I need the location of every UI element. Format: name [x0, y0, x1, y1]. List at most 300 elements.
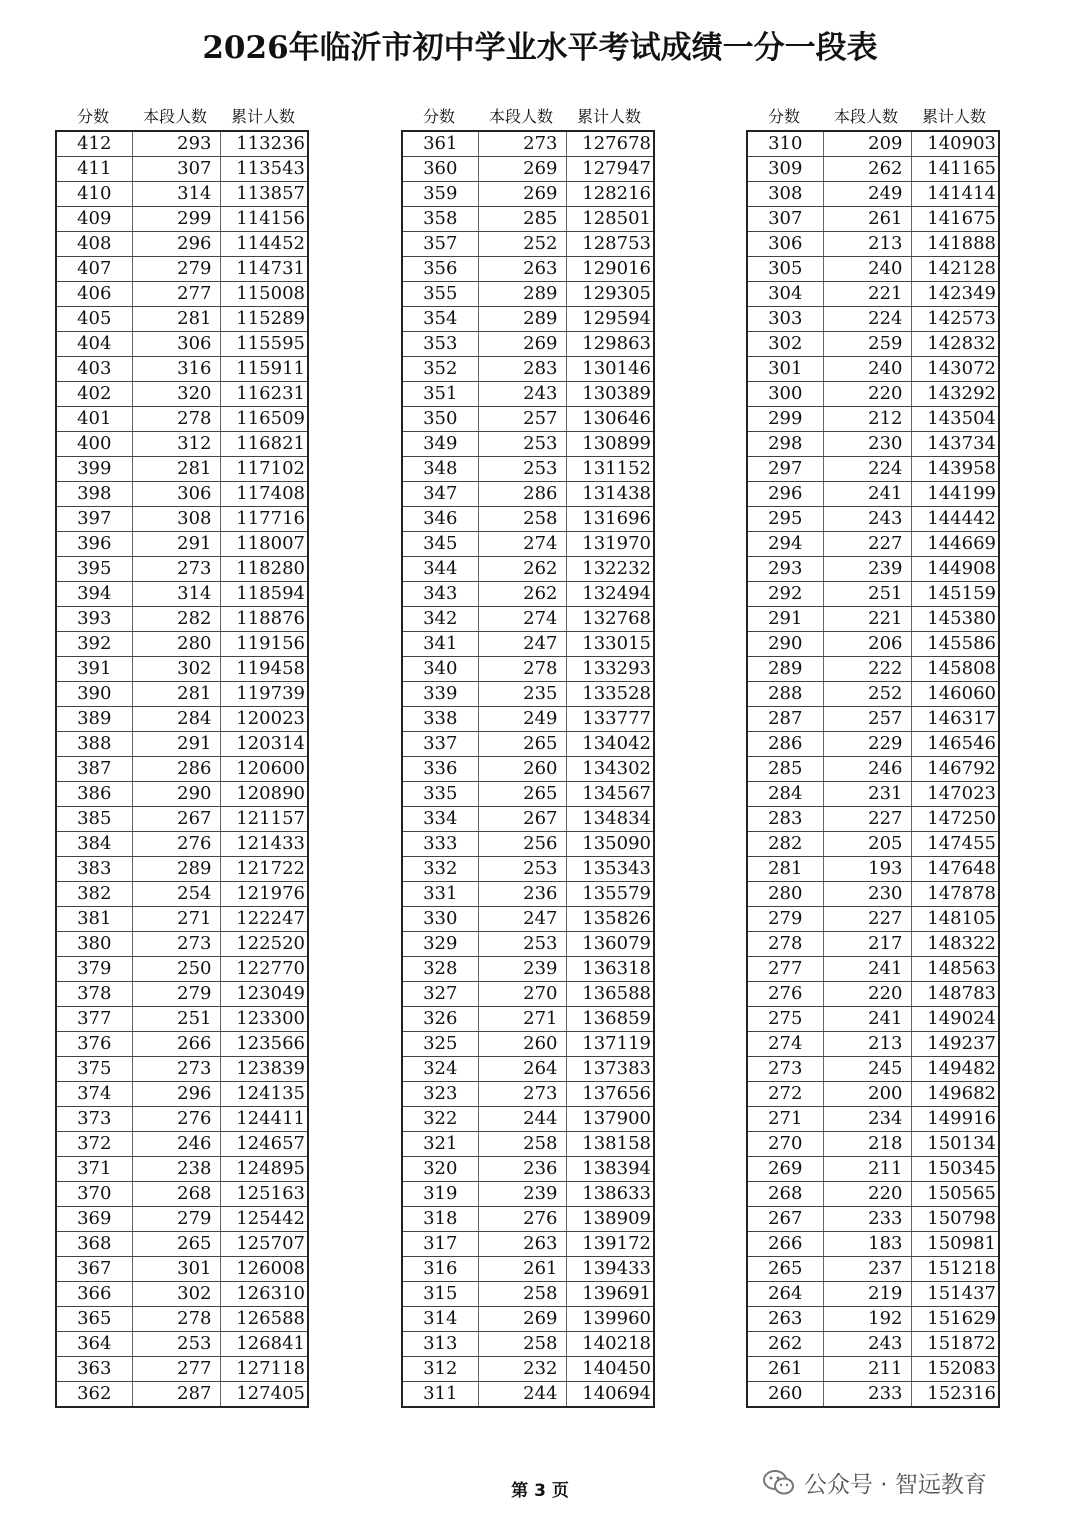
table-row: [747, 882, 999, 907]
score-cell: 283: [747, 807, 823, 832]
cumulative-cell: 146792: [911, 757, 999, 782]
table-row: [402, 282, 654, 307]
table-row: [747, 507, 999, 532]
table-row: [747, 907, 999, 932]
score-cell: 268: [747, 1182, 823, 1207]
cumulative-cell: 143504: [911, 407, 999, 432]
score-cell: 286: [747, 732, 823, 757]
score-cell: 289: [747, 657, 823, 682]
cumulative-cell: 133777: [566, 707, 654, 732]
count-cell: 279: [132, 1207, 220, 1232]
score-cell: 375: [56, 1057, 132, 1082]
table-row: [56, 157, 308, 182]
cumulative-cell: 121433: [220, 832, 308, 857]
score-cell: 276: [747, 982, 823, 1007]
score-cell: 279: [747, 907, 823, 932]
table-row: [402, 332, 654, 357]
table-row: [56, 1057, 308, 1082]
count-cell: 284: [132, 707, 220, 732]
score-cell: 328: [402, 957, 478, 982]
cumulative-cell: 143072: [911, 357, 999, 382]
cumulative-cell: 131152: [566, 457, 654, 482]
score-table: [55, 130, 309, 1408]
score-column-2: [401, 104, 653, 1408]
table-row: [747, 657, 999, 682]
cumulative-cell: 120600: [220, 757, 308, 782]
count-cell: 250: [132, 957, 220, 982]
count-cell: 314: [132, 182, 220, 207]
score-cell: 378: [56, 982, 132, 1007]
cumulative-cell: 136079: [566, 932, 654, 957]
score-cell: 390: [56, 682, 132, 707]
score-cell: 391: [56, 657, 132, 682]
table-row: [747, 432, 999, 457]
table-row: [56, 732, 308, 757]
score-cell: 306: [747, 232, 823, 257]
cumulative-cell: 147023: [911, 782, 999, 807]
score-cell: 262: [747, 1332, 823, 1357]
score-cell: 261: [747, 1357, 823, 1382]
score-cell: 379: [56, 957, 132, 982]
cumulative-cell: 132768: [566, 607, 654, 632]
score-cell: 366: [56, 1282, 132, 1307]
cumulative-cell: 122247: [220, 907, 308, 932]
count-cell: 244: [478, 1382, 566, 1408]
count-cell: 245: [823, 1057, 911, 1082]
cumulative-cell: 149682: [911, 1082, 999, 1107]
count-cell: 271: [132, 907, 220, 932]
cumulative-cell: 123566: [220, 1032, 308, 1057]
table-row: [402, 932, 654, 957]
score-cell: 314: [402, 1307, 478, 1332]
table-row: [747, 832, 999, 857]
score-cell: 321: [402, 1132, 478, 1157]
count-cell: 221: [823, 282, 911, 307]
cumulative-cell: 123049: [220, 982, 308, 1007]
score-cell: 382: [56, 882, 132, 907]
cumulative-cell: 126310: [220, 1282, 308, 1307]
cumulative-cell: 139433: [566, 1257, 654, 1282]
table-row: [56, 807, 308, 832]
score-cell: 263: [747, 1307, 823, 1332]
header-cumulative: 累计人数: [230, 107, 295, 126]
count-cell: 224: [823, 307, 911, 332]
cumulative-cell: 132494: [566, 582, 654, 607]
count-cell: 276: [132, 832, 220, 857]
count-cell: 249: [478, 707, 566, 732]
count-cell: 262: [478, 557, 566, 582]
table-row: [56, 632, 308, 657]
header-count: 本段人数: [142, 107, 207, 126]
score-cell: 269: [747, 1157, 823, 1182]
cumulative-cell: 140450: [566, 1357, 654, 1382]
table-row: [402, 157, 654, 182]
cumulative-cell: 140694: [566, 1382, 654, 1408]
count-cell: 220: [823, 982, 911, 1007]
score-column-3: [746, 104, 998, 1408]
table-row: [747, 1132, 999, 1157]
table-row: [747, 982, 999, 1007]
table-row: [747, 1282, 999, 1307]
table-row: [56, 1357, 308, 1382]
table-row: [402, 407, 654, 432]
table-row: [747, 1057, 999, 1082]
table-row: [747, 1257, 999, 1282]
cumulative-cell: 125163: [220, 1182, 308, 1207]
table-row: [56, 882, 308, 907]
score-cell: 277: [747, 957, 823, 982]
count-cell: 227: [823, 907, 911, 932]
score-cell: 383: [56, 857, 132, 882]
score-cell: 297: [747, 457, 823, 482]
count-cell: 269: [478, 157, 566, 182]
cumulative-cell: 144442: [911, 507, 999, 532]
count-cell: 316: [132, 357, 220, 382]
score-cell: 405: [56, 307, 132, 332]
count-cell: 270: [478, 982, 566, 1007]
count-cell: 213: [823, 1032, 911, 1057]
count-cell: 227: [823, 532, 911, 557]
count-cell: 258: [478, 507, 566, 532]
count-cell: 246: [132, 1132, 220, 1157]
table-row: [747, 407, 999, 432]
cumulative-cell: 119739: [220, 682, 308, 707]
table-row: [402, 832, 654, 857]
table-row: [56, 1007, 308, 1032]
score-cell: 351: [402, 382, 478, 407]
count-cell: 240: [823, 257, 911, 282]
count-cell: 280: [132, 632, 220, 657]
count-cell: 261: [478, 1257, 566, 1282]
cumulative-cell: 117408: [220, 482, 308, 507]
score-cell: 343: [402, 582, 478, 607]
count-cell: 253: [478, 857, 566, 882]
table-row: [402, 257, 654, 282]
table-row: [56, 1232, 308, 1257]
cumulative-cell: 146317: [911, 707, 999, 732]
score-cell: 290: [747, 632, 823, 657]
score-cell: 273: [747, 1057, 823, 1082]
cumulative-cell: 134302: [566, 757, 654, 782]
table-row: [402, 1282, 654, 1307]
score-cell: 288: [747, 682, 823, 707]
count-cell: 286: [478, 482, 566, 507]
table-row: [402, 532, 654, 557]
wechat-icon: [762, 1468, 796, 1498]
table-row: [56, 707, 308, 732]
table-row: [56, 1332, 308, 1357]
count-cell: 281: [132, 457, 220, 482]
count-cell: 253: [478, 457, 566, 482]
count-cell: 312: [132, 432, 220, 457]
count-cell: 277: [132, 1357, 220, 1382]
score-cell: 352: [402, 357, 478, 382]
cumulative-cell: 144199: [911, 482, 999, 507]
cumulative-cell: 138633: [566, 1182, 654, 1207]
score-cell: 396: [56, 532, 132, 557]
table-row: [56, 207, 308, 232]
count-cell: 235: [478, 682, 566, 707]
count-cell: 263: [478, 1232, 566, 1257]
score-cell: 371: [56, 1157, 132, 1182]
cumulative-cell: 119156: [220, 632, 308, 657]
table-row: [402, 1232, 654, 1257]
table-row: [747, 457, 999, 482]
table-row: [747, 732, 999, 757]
score-cell: 385: [56, 807, 132, 832]
score-cell: 270: [747, 1132, 823, 1157]
score-cell: 319: [402, 1182, 478, 1207]
cumulative-cell: 151872: [911, 1332, 999, 1357]
score-cell: 404: [56, 332, 132, 357]
cumulative-cell: 135090: [566, 832, 654, 857]
cumulative-cell: 127118: [220, 1357, 308, 1382]
cumulative-cell: 123300: [220, 1007, 308, 1032]
table-row: [56, 182, 308, 207]
score-cell: 324: [402, 1057, 478, 1082]
count-cell: 266: [132, 1032, 220, 1057]
cumulative-cell: 138909: [566, 1207, 654, 1232]
cumulative-cell: 124135: [220, 1082, 308, 1107]
count-cell: 278: [132, 407, 220, 432]
score-cell: 398: [56, 482, 132, 507]
score-cell: 384: [56, 832, 132, 857]
table-row: [747, 1332, 999, 1357]
table-row: [56, 307, 308, 332]
cumulative-cell: 126008: [220, 1257, 308, 1282]
cumulative-cell: 150981: [911, 1232, 999, 1257]
table-row: [56, 1107, 308, 1132]
table-row: [402, 1132, 654, 1157]
cumulative-cell: 135579: [566, 882, 654, 907]
cumulative-cell: 120314: [220, 732, 308, 757]
cumulative-cell: 149024: [911, 1007, 999, 1032]
cumulative-cell: 148322: [911, 932, 999, 957]
table-row: [56, 1307, 308, 1332]
score-cell: 353: [402, 332, 478, 357]
score-cell: 338: [402, 707, 478, 732]
cumulative-cell: 115289: [220, 307, 308, 332]
count-cell: 281: [132, 682, 220, 707]
score-cell: 333: [402, 832, 478, 857]
score-cell: 264: [747, 1282, 823, 1307]
table-row: [402, 357, 654, 382]
cumulative-cell: 152083: [911, 1357, 999, 1382]
count-cell: 233: [823, 1382, 911, 1408]
cumulative-cell: 130146: [566, 357, 654, 382]
cumulative-cell: 138158: [566, 1132, 654, 1157]
score-cell: 360: [402, 157, 478, 182]
cumulative-cell: 142573: [911, 307, 999, 332]
cumulative-cell: 151218: [911, 1257, 999, 1282]
page-title: 2026年临沂市初中学业水平考试成绩一分一段表: [202, 30, 878, 66]
cumulative-cell: 130646: [566, 407, 654, 432]
score-cell: 365: [56, 1307, 132, 1332]
table-row: [56, 407, 308, 432]
table-row: [56, 1157, 308, 1182]
table-row: [747, 1207, 999, 1232]
watermark-text: 公众号 · 智远教育: [804, 1472, 987, 1498]
score-cell: 296: [747, 482, 823, 507]
cumulative-cell: 152316: [911, 1382, 999, 1408]
table-row: [402, 657, 654, 682]
table-row: [56, 282, 308, 307]
count-cell: 232: [478, 1357, 566, 1382]
count-cell: 267: [478, 807, 566, 832]
score-cell: 282: [747, 832, 823, 857]
count-cell: 246: [823, 757, 911, 782]
table-row: [402, 807, 654, 832]
count-cell: 229: [823, 732, 911, 757]
count-cell: 289: [478, 307, 566, 332]
table-row: [747, 332, 999, 357]
score-cell: 339: [402, 682, 478, 707]
count-cell: 212: [823, 407, 911, 432]
score-cell: 364: [56, 1332, 132, 1357]
count-cell: 262: [823, 157, 911, 182]
score-table: [746, 130, 1000, 1408]
table-row: [402, 1207, 654, 1232]
count-cell: 230: [823, 432, 911, 457]
table-row: [56, 1257, 308, 1282]
cumulative-cell: 150565: [911, 1182, 999, 1207]
table-row: [747, 532, 999, 557]
score-cell: 327: [402, 982, 478, 1007]
table-row: [56, 357, 308, 382]
cumulative-cell: 122770: [220, 957, 308, 982]
score-cell: 409: [56, 207, 132, 232]
cumulative-cell: 123839: [220, 1057, 308, 1082]
count-cell: 257: [823, 707, 911, 732]
cumulative-cell: 120890: [220, 782, 308, 807]
score-cell: 303: [747, 307, 823, 332]
count-cell: 241: [823, 957, 911, 982]
count-cell: 282: [132, 607, 220, 632]
count-cell: 192: [823, 1307, 911, 1332]
table-row: [747, 582, 999, 607]
count-cell: 259: [823, 332, 911, 357]
score-cell: 266: [747, 1232, 823, 1257]
cumulative-cell: 145808: [911, 657, 999, 682]
header-cumulative: 累计人数: [576, 107, 641, 126]
score-cell: 386: [56, 782, 132, 807]
cumulative-cell: 151629: [911, 1307, 999, 1332]
score-cell: 358: [402, 207, 478, 232]
cumulative-cell: 147648: [911, 857, 999, 882]
table-row: [747, 157, 999, 182]
table-row: [747, 932, 999, 957]
count-cell: 263: [478, 257, 566, 282]
score-cell: 323: [402, 1082, 478, 1107]
count-cell: 234: [823, 1107, 911, 1132]
table-row: [56, 257, 308, 282]
table-row: [56, 507, 308, 532]
count-cell: 273: [478, 1082, 566, 1107]
score-cell: 275: [747, 1007, 823, 1032]
cumulative-cell: 147455: [911, 832, 999, 857]
table-row: [56, 607, 308, 632]
count-cell: 240: [823, 357, 911, 382]
table-row: [56, 457, 308, 482]
cumulative-cell: 134834: [566, 807, 654, 832]
count-cell: 253: [132, 1332, 220, 1357]
table-row: [402, 1007, 654, 1032]
cumulative-cell: 133528: [566, 682, 654, 707]
cumulative-cell: 140903: [911, 131, 999, 157]
score-cell: 284: [747, 782, 823, 807]
count-cell: 252: [478, 232, 566, 257]
table-row: [56, 832, 308, 857]
count-cell: 218: [823, 1132, 911, 1157]
count-cell: 269: [478, 1307, 566, 1332]
table-row: [747, 807, 999, 832]
table-row: [747, 1032, 999, 1057]
score-cell: 381: [56, 907, 132, 932]
score-cell: 292: [747, 582, 823, 607]
table-row: [402, 432, 654, 457]
score-cell: 331: [402, 882, 478, 907]
table-row: [56, 757, 308, 782]
cumulative-cell: 144669: [911, 532, 999, 557]
count-cell: 224: [823, 457, 911, 482]
score-cell: 311: [402, 1382, 478, 1408]
score-cell: 350: [402, 407, 478, 432]
cumulative-cell: 136859: [566, 1007, 654, 1032]
table-row: [747, 1307, 999, 1332]
count-cell: 254: [132, 882, 220, 907]
cumulative-cell: 125442: [220, 1207, 308, 1232]
score-cell: 359: [402, 182, 478, 207]
score-cell: 320: [402, 1157, 478, 1182]
count-cell: 247: [478, 907, 566, 932]
score-cell: 316: [402, 1257, 478, 1282]
count-cell: 274: [478, 532, 566, 557]
table-row: [747, 1357, 999, 1382]
score-cell: 406: [56, 282, 132, 307]
score-table: [401, 130, 655, 1408]
cumulative-cell: 142832: [911, 332, 999, 357]
cumulative-cell: 116821: [220, 432, 308, 457]
table-row: [402, 1307, 654, 1332]
table-row: [402, 607, 654, 632]
table-row: [402, 131, 654, 157]
score-cell: 380: [56, 932, 132, 957]
header-score: 分数: [76, 107, 109, 126]
count-cell: 273: [132, 557, 220, 582]
score-cell: 407: [56, 257, 132, 282]
count-cell: 206: [823, 632, 911, 657]
table-header: [401, 104, 653, 130]
cumulative-cell: 139172: [566, 1232, 654, 1257]
table-row: [747, 607, 999, 632]
cumulative-cell: 131438: [566, 482, 654, 507]
table-row: [402, 507, 654, 532]
count-cell: 289: [478, 282, 566, 307]
cumulative-cell: 140218: [566, 1332, 654, 1357]
cumulative-cell: 149916: [911, 1107, 999, 1132]
count-cell: 278: [132, 1307, 220, 1332]
table-row: [402, 757, 654, 782]
table-row: [747, 757, 999, 782]
count-cell: 222: [823, 657, 911, 682]
score-cell: 317: [402, 1232, 478, 1257]
count-cell: 320: [132, 382, 220, 407]
table-row: [56, 232, 308, 257]
score-cell: 373: [56, 1107, 132, 1132]
count-cell: 261: [823, 207, 911, 232]
count-cell: 265: [478, 782, 566, 807]
score-cell: 309: [747, 157, 823, 182]
